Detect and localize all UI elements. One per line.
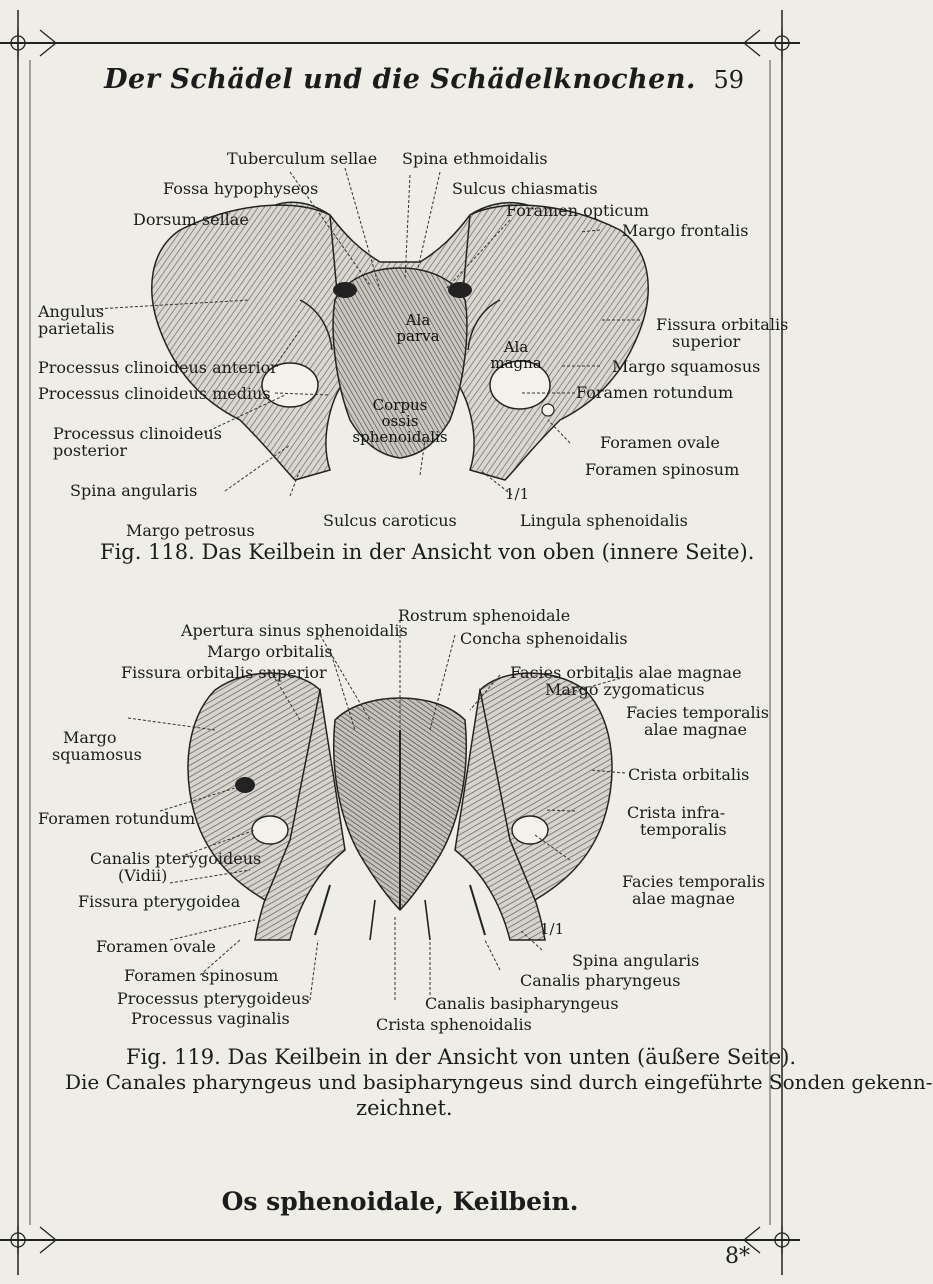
label-crista-sphenoidalis: Crista sphenoidalis [376,1015,532,1034]
label-concha-sphenoidalis: Concha sphenoidalis [460,629,628,648]
label-canalis-pterygoideus-1: Canalis pterygoideus [90,849,262,868]
label-scale-119: 1/1 [540,920,565,938]
label-margo: Margo [63,728,117,747]
label-canalis-basipharyngeus: Canalis basipharyngeus [425,994,619,1013]
label-fissura-pterygoidea: Fissura pterygoidea [78,892,241,911]
label-corpus-2: ossis [381,412,419,430]
label-processus-clinoideus-posterior-1: Processus clinoideus [53,424,222,443]
label-fossa-hypophyseos: Fossa hypophyseos [163,179,319,198]
label-foramen-spinosum: Foramen spinosum [585,460,740,479]
sphenoid-inferior-view-drawing [188,673,612,940]
label-facies-temporalis-1: Facies temporalis [626,703,769,722]
label-rostrum-sphenoidale: Rostrum sphenoidale [398,606,571,625]
label-corpus-1: Corpus [372,396,428,414]
label-facies-orbitalis: Facies orbitalis alae magnae [510,663,742,682]
label-sulcus-chiasmatis: Sulcus chiasmatis [452,179,598,198]
label-facies-temporalis-b2: alae magnae [632,889,736,908]
label-margo-petrosus: Margo petrosus [126,521,255,540]
page-footer-title: Os sphenoidale, Keilbein. [221,1187,579,1216]
label-crista-infra-1: Crista infra- [627,803,726,822]
label-superior: superior [672,332,741,351]
label-foramen-opticum: Foramen opticum [506,201,649,220]
label-margo-zygomaticus: Margo zygomaticus [545,680,705,699]
figure-119-caption-line-1: Fig. 119. Das Keilbein in der Ansicht von unten (äußere Seite). [126,1045,797,1069]
label-squamosus: squamosus [52,745,142,764]
figure-119-caption-line-2: Die Canales pharyngeus und basipharyngeus sind durch eingeführte Sonden gekenn- [65,1070,933,1094]
label-foramen-spinosum-119: Foramen spinosum [124,966,279,985]
label-margo-frontalis: Margo frontalis [622,221,749,240]
label-scale-118: 1/1 [505,485,530,503]
label-margo-orbitalis: Margo orbitalis [207,642,333,661]
page-signature-mark: 8* [725,1244,750,1269]
label-spina-ethmoidalis: Spina ethmoidalis [402,149,548,168]
label-margo-squamosus: Margo squamosus [612,357,761,376]
label-angulus: Angulus [38,302,105,321]
label-processus-pterygoideus: Processus pterygoideus [117,989,310,1008]
label-processus-clinoideus-anterior: Processus clinoideus anterior [38,358,278,377]
label-crista-infra-2: temporalis [640,820,727,839]
label-ala-magna-2: magna [490,354,542,372]
figure-118-caption: Fig. 118. Das Keilbein in der Ansicht von oben (innere Seite). [100,540,755,564]
label-canalis-pharyngeus: Canalis pharyngeus [520,971,681,990]
label-ala-magna-1: Ala [503,338,529,356]
label-foramen-ovale: Foramen ovale [600,433,720,452]
label-facies-temporalis-2: alae magnae [644,720,748,739]
label-processus-vaginalis: Processus vaginalis [131,1009,290,1028]
label-processus-clinoideus-posterior-2: posterior [53,441,128,460]
label-ala-parva-2: parva [396,327,440,345]
page-number: 59 [713,66,744,94]
label-apertura-sinus: Apertura sinus sphenoidalis [181,621,408,640]
label-facies-temporalis-b1: Facies temporalis [622,872,765,891]
label-parietalis: parietalis [38,319,115,338]
label-tuberculum-sellae: Tuberculum sellae [227,149,378,168]
label-corpus-3: sphenoidalis [352,428,448,446]
label-foramen-ovale-119: Foramen ovale [96,937,216,956]
page-header-title: Der Schädel und die Schädelknochen. [104,64,696,95]
label-fissura-orbitalis: Fissura orbitalis [656,315,789,334]
label-foramen-rotundum: Foramen rotundum [576,383,734,402]
label-fissura-orbitalis-superior: Fissura orbitalis superior [121,663,327,682]
label-sulcus-caroticus: Sulcus caroticus [323,511,457,530]
label-spina-angularis-119: Spina angularis [572,951,700,970]
label-spina-angularis: Spina angularis [70,481,198,500]
label-crista-orbitalis: Crista orbitalis [628,765,750,784]
label-foramen-rotundum-119: Foramen rotundum [38,809,196,828]
label-ala-parva-1: Ala [405,311,431,329]
label-canalis-pterygoideus-2: (Vidii) [118,866,168,885]
label-processus-clinoideus-medius: Processus clinoideus medius [38,384,271,403]
figure-119-caption-line-3: zeichnet. [356,1096,453,1120]
label-dorsum-sellae: Dorsum sellae [133,210,249,229]
label-lingula-sphenoidalis: Lingula sphenoidalis [520,511,688,530]
